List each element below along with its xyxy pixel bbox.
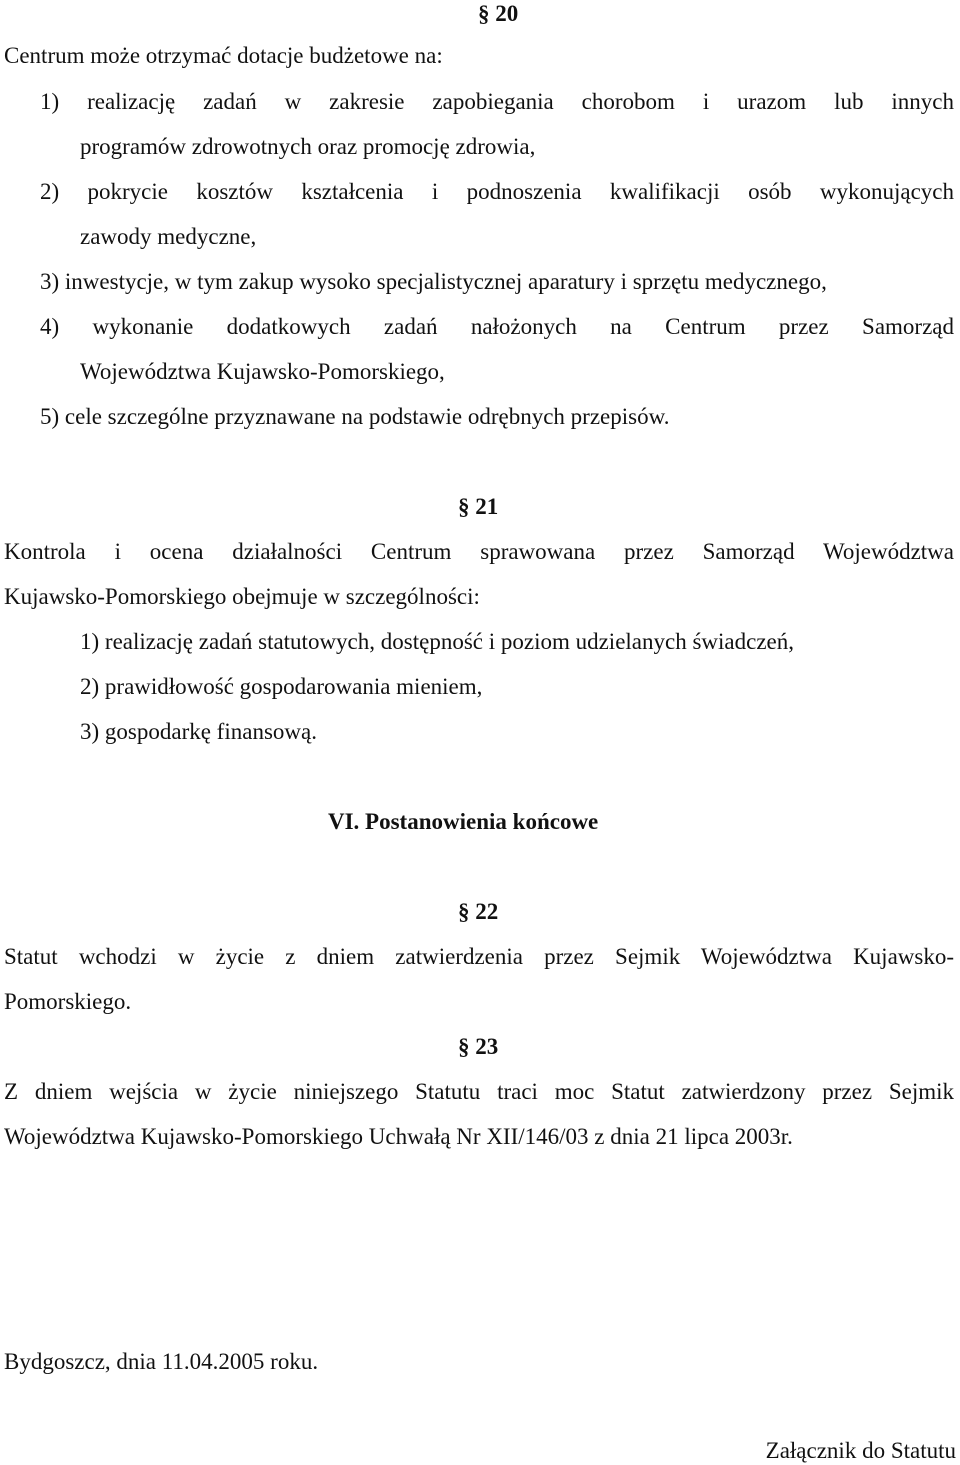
section-20-item-4-line-1: 4) wykonanie dodatkowych zadań nałożonych na Centrum przez Samorząd — [40, 314, 954, 339]
section-heading-21: § 21 — [458, 494, 499, 519]
section-20-item-2-line-1: 2) pokrycie kosztów kształcenia i podnoszenia kwalifikacji osób wykonujących — [40, 179, 954, 204]
section-21-item-1: 1) realizację zadań statutowych, dostępność i poziom udzielanych świadczeń, — [80, 629, 794, 654]
section-20-item-1-line-2: programów zdrowotnych oraz promocję zdrowia, — [80, 134, 536, 159]
section-23-line-1: Z dniem wejścia w życie niniejszego Statutu traci moc Statut zatwierdzony przez Sejmik — [4, 1079, 954, 1104]
section-22-line-2: Pomorskiego. — [4, 989, 132, 1014]
attachment-note: Załącznik do Statutu — [765, 1438, 956, 1463]
section-21-intro-line-2: Kujawsko-Pomorskiego obejmuje w szczególności: — [4, 584, 480, 609]
section-22-line-1: Statut wchodzi w życie z dniem zatwierdzenia przez Sejmik Województwa Kujawsko- — [4, 944, 954, 969]
section-21-item-3: 3) gospodarkę finansową. — [80, 719, 317, 744]
section-21-item-2: 2) prawidłowość gospodarowania mieniem, — [80, 674, 483, 699]
section-heading-20: § 20 — [478, 1, 519, 26]
section-heading-23: § 23 — [458, 1034, 499, 1059]
section-20-item-2-line-2: zawody medyczne, — [80, 224, 257, 249]
section-20-item-3-line-1: 3) inwestycje, w tym zakup wysoko specjalistycznej aparatury i sprzętu medycznego, — [40, 269, 827, 294]
section-21-intro-line-1: Kontrola i ocena działalności Centrum sprawowana przez Samorząd Województwa — [4, 539, 954, 564]
section-20-intro: Centrum może otrzymać dotacje budżetowe na: — [4, 43, 443, 68]
section-heading-22: § 22 — [458, 899, 499, 924]
section-20-item-5-line-1: 5) cele szczególne przyznawane na podstawie odrębnych przepisów. — [40, 404, 670, 429]
section-20-item-4-line-2: Województwa Kujawsko-Pomorskiego, — [80, 359, 445, 384]
section-23-line-2: Województwa Kujawsko-Pomorskiego Uchwałą Nr XII/146/03 z dnia 21 lipca 2003r. — [4, 1124, 793, 1149]
section-20-item-1-line-1: 1) realizację zadań w zakresie zapobiegania chorobom i urazom lub innych — [40, 89, 954, 114]
place-date: Bydgoszcz, dnia 11.04.2005 roku. — [4, 1349, 319, 1374]
chapter-heading: VI. Postanowienia końcowe — [328, 809, 599, 834]
